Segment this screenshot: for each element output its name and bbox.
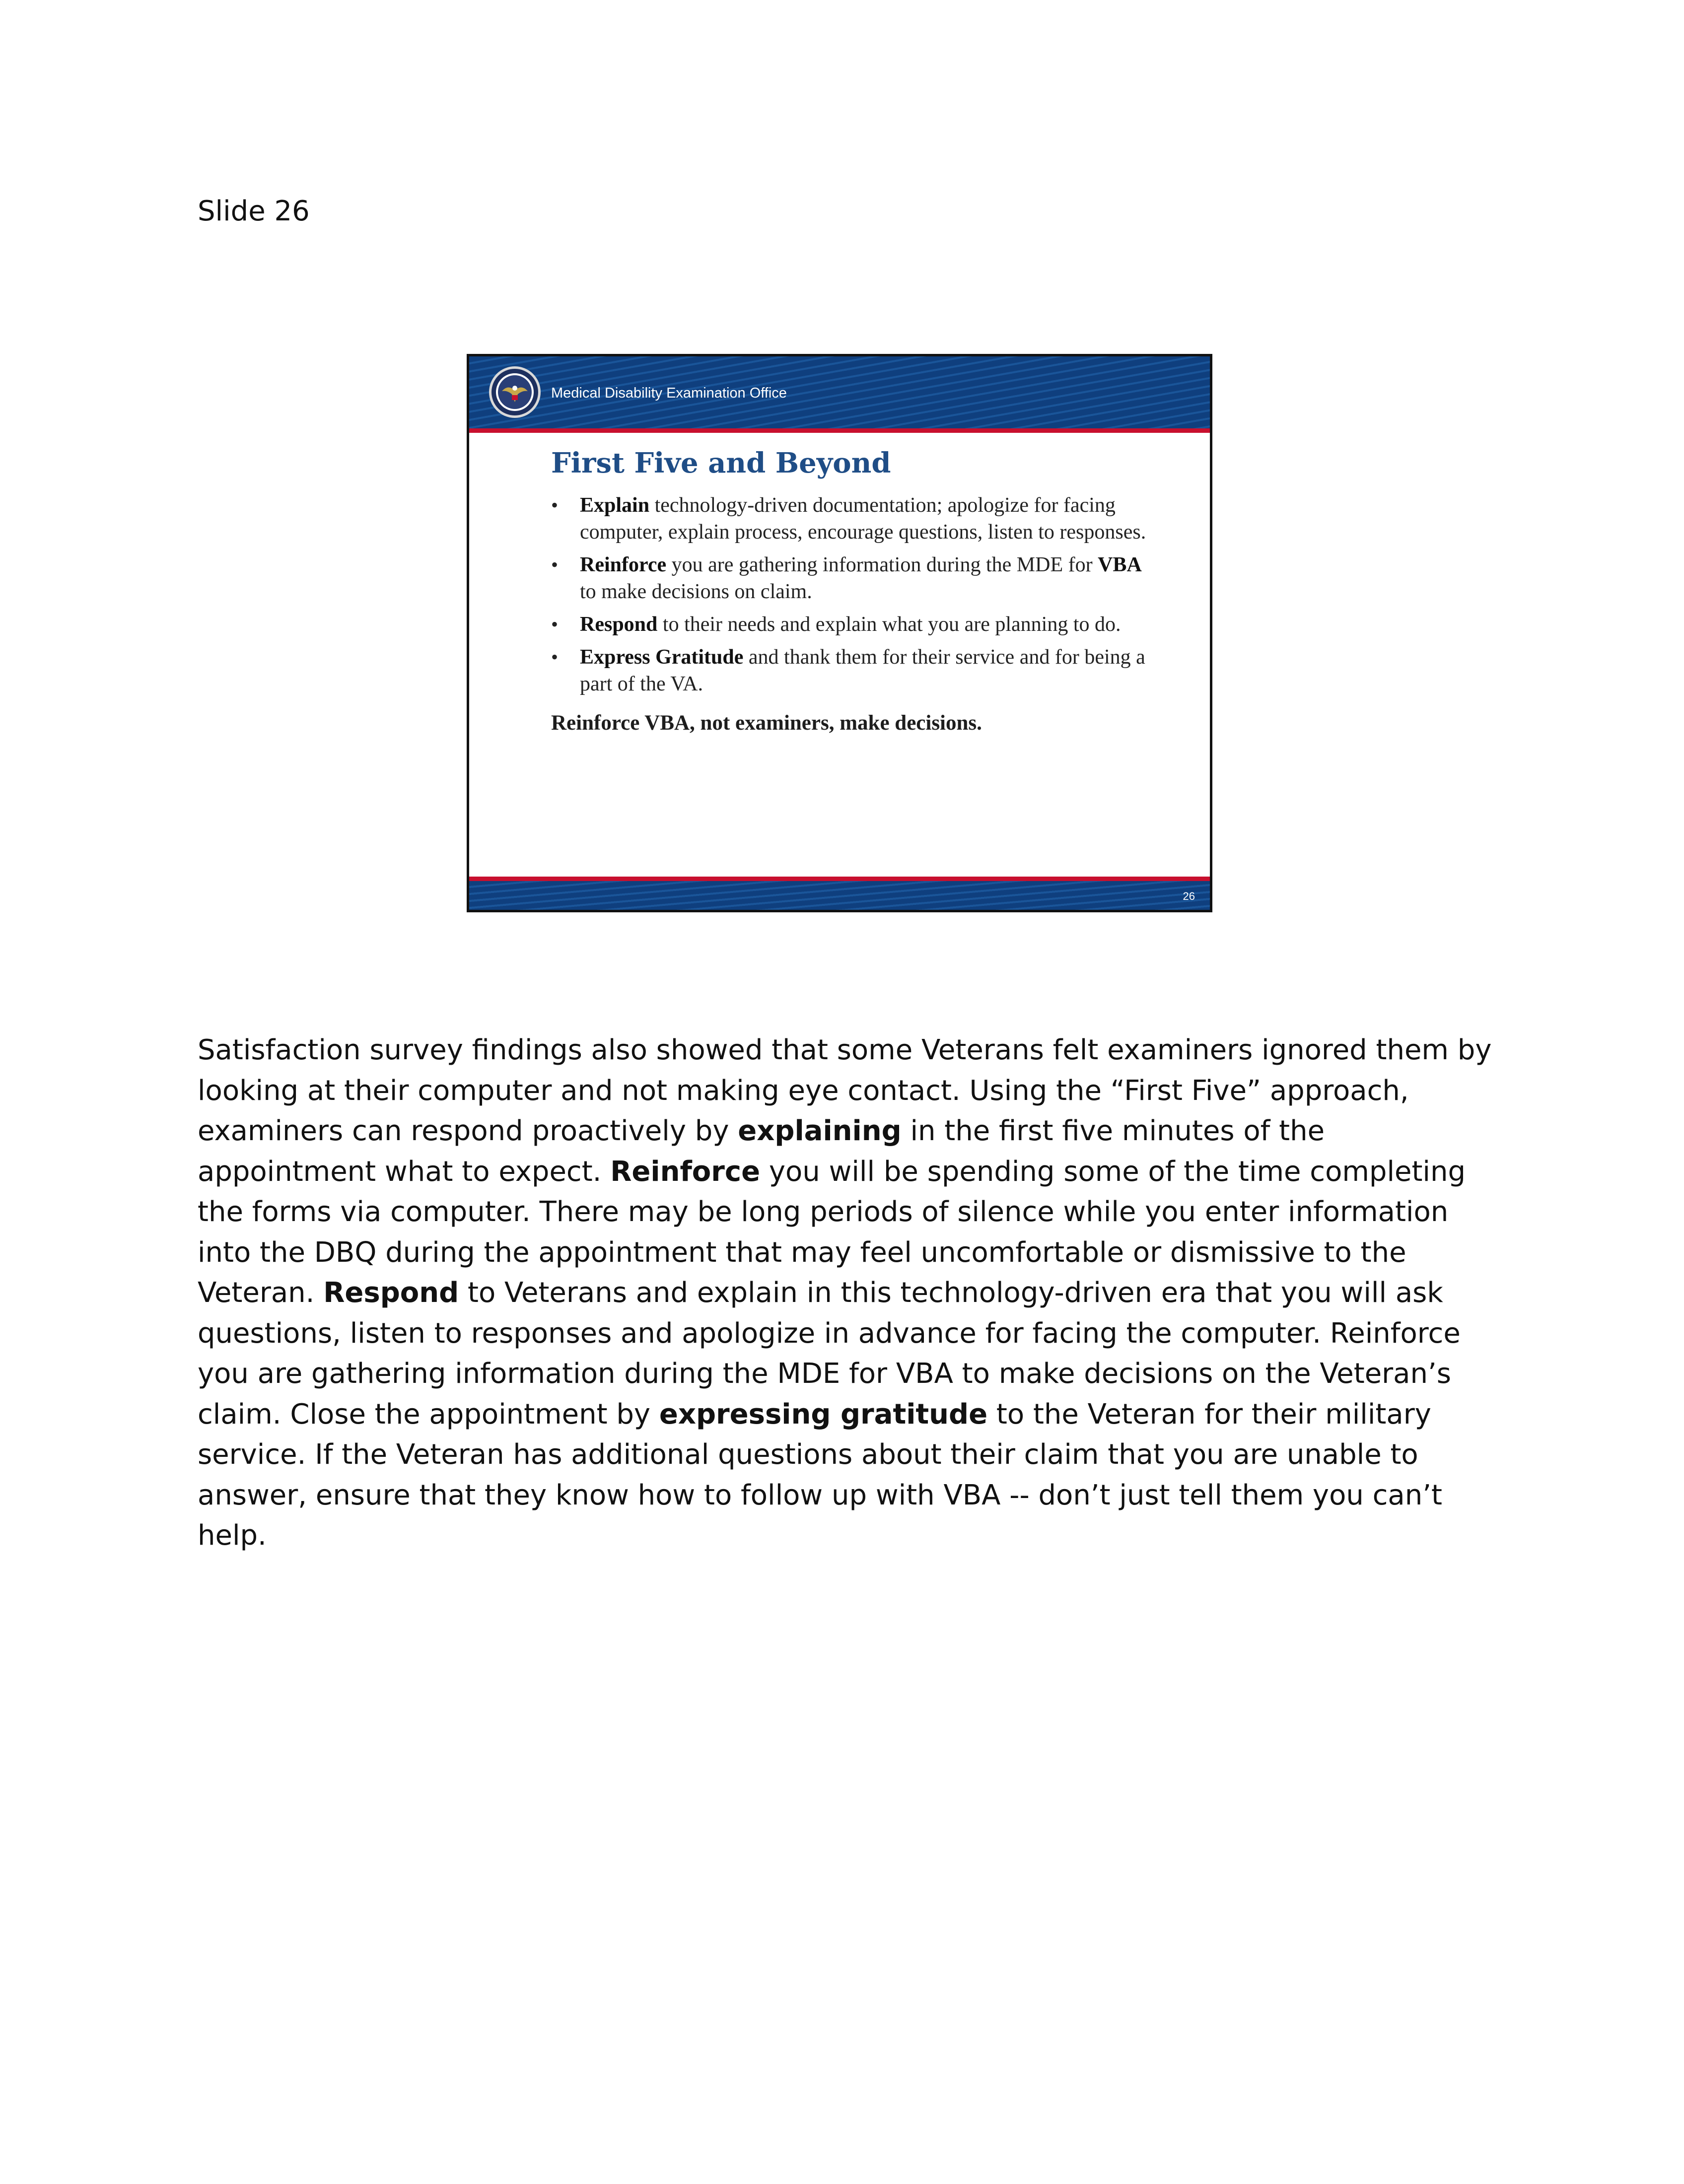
slide-header-title: Medical Disability Examination Office	[551, 385, 787, 401]
va-seal-icon	[488, 365, 542, 419]
speaker-notes	[198, 1030, 1498, 1556]
bullet-item: • Explain technology-driven documentation; apologize for facing computer, explain process, encourage questions, listen to responses.	[551, 492, 1147, 546]
slide-label: Slide 26	[198, 195, 310, 227]
bullet-item: • Express Gratitude and thank them for their service and for being a part of the VA.	[551, 644, 1147, 697]
notes-paragraph: Satisfaction survey findings also showed that some Veterans felt examiners ignored them by looking at their computer and not making eye contact. Using the “First Five” approach, examiners can respond proactively by explaining in the first five minutes of the appointment what to expect. Reinforce you will be spending some of the time completing the forms via computer. There may be long periods of silence while you enter information into the DBQ during the appointment that may feel uncomfortable or dismissive to the Veteran. Respond to Veterans and explain in this technology-driven era that you will ask questions, listen to responses and apologize in advance for facing the computer. Reinforce you are gathering information during the MDE for VBA to make decisions on the Veteran’s claim. Close the appointment by expressing gratitude to the Veteran for their military service. If the Veteran has additional questions about their claim that you are unable to answer, ensure that they know how to follow up with VBA -- don’t just tell them you can’t help.	[198, 1034, 1492, 1552]
header-accent-line	[469, 428, 1210, 433]
slide-title: First Five and Beyond	[551, 447, 891, 479]
slide-tagline: Reinforce VBA, not examiners, make decisions.	[551, 711, 982, 735]
footer-accent-line	[469, 877, 1210, 881]
slide-bullet-list	[551, 492, 1147, 697]
bullet-item: • Respond to their needs and explain what you are planning to do.	[551, 611, 1147, 638]
slide-thumbnail	[467, 354, 1212, 912]
slide-footer-bar	[469, 881, 1210, 910]
slide-content	[551, 448, 1147, 736]
slide-number: 26	[1183, 890, 1195, 902]
bullet-item: • Reinforce you are gathering information during the MDE for VBA to make decisions on claim.	[551, 551, 1147, 605]
